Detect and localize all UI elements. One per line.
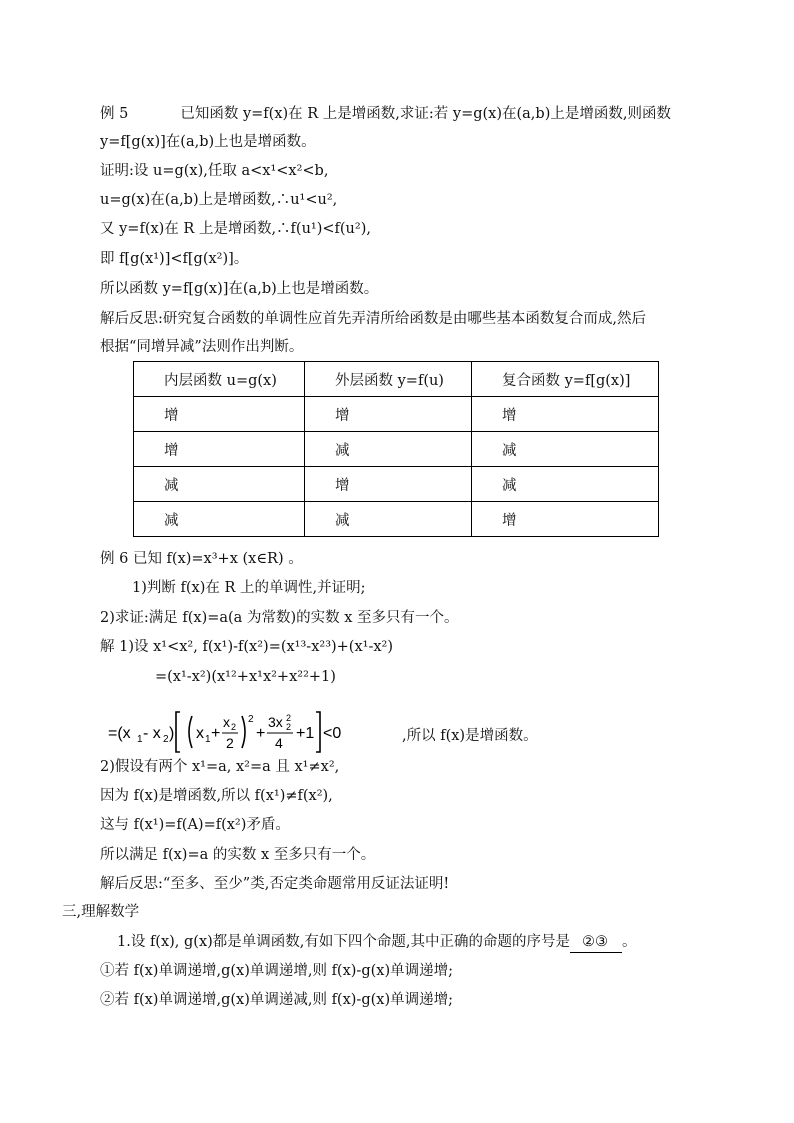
formula-svg — [108, 708, 342, 756]
table-row — [134, 502, 659, 537]
part2-line: 这与 f(x¹)=f(A)=f(x²)矛盾。 — [100, 817, 290, 833]
svg-text:=(x: =(x — [108, 725, 131, 742]
svg-text:x: x — [196, 725, 204, 742]
proof-line: 又 y=f(x)在 R 上是增函数,∴f(u¹)<f(u²), — [100, 221, 371, 237]
answer-blank: ②③ — [570, 932, 622, 953]
table-cell: 减 — [134, 502, 305, 537]
table-header: 复合函数 y=f[g(x)] — [472, 362, 659, 397]
proof-line: 即 f[g(x¹)]<f[g(x²)]。 — [100, 251, 249, 267]
svg-text:3x: 3x — [268, 714, 283, 730]
question1-end: 。 — [622, 934, 637, 950]
composition-table — [133, 361, 659, 537]
svg-text:2: 2 — [231, 722, 237, 732]
svg-text:+: + — [211, 725, 221, 742]
part2-line: 所以满足 f(x)=a 的实数 x 至多只有一个。 — [100, 847, 376, 863]
table-cell: 增 — [305, 467, 472, 502]
table-cell: 增 — [472, 502, 659, 537]
table-header: 外层函数 y=f(u) — [305, 362, 472, 397]
proof-line: 证明:设 u=g(x),任取 a<x¹<x²<b, — [100, 163, 329, 179]
svg-text:2: 2 — [286, 722, 292, 732]
table-cell: 减 — [472, 467, 659, 502]
svg-text:+1: +1 — [296, 725, 315, 742]
solution-conclusion: ,所以 f(x)是增函数。 — [402, 728, 538, 744]
svg-text:1: 1 — [137, 734, 143, 745]
section-heading: 三,理解数学 — [62, 904, 140, 920]
option-line: ①若 f(x)单调递增,g(x)单调递增,则 f(x)-g(x)单调递增; — [100, 963, 453, 979]
table-row — [134, 467, 659, 502]
option-line: ②若 f(x)单调递增,g(x)单调递减,则 f(x)-g(x)单调递增; — [100, 992, 453, 1008]
svg-text:2: 2 — [226, 735, 234, 751]
example6-question1: 1)判断 f(x)在 R 上的单调性,并证明; — [132, 580, 366, 596]
table-cell: 增 — [472, 397, 659, 432]
table-cell: 减 — [134, 467, 305, 502]
example6-question2: 2)求证:满足 f(x)=a(a 为常数)的实数 x 至多只有一个。 — [100, 610, 459, 626]
part2-line: 2)假设有两个 x¹=a, x²=a 且 x¹≠x², — [100, 759, 340, 775]
example5-label: 例 5 — [100, 106, 129, 122]
svg-text:2: 2 — [286, 713, 292, 723]
svg-text:- x: - x — [143, 725, 161, 742]
svg-text:4: 4 — [275, 735, 283, 751]
example5-line2: y=f[g(x)]在(a,b)上也是增函数。 — [100, 134, 316, 150]
table-cell: 增 — [305, 397, 472, 432]
question1-line — [117, 932, 637, 953]
svg-text:x: x — [223, 714, 230, 730]
reflection-line: 解后反思:研究复合函数的单调性应首先弄清所给函数是由哪些基本函数复合而成,然后 — [100, 311, 646, 327]
svg-text:+: + — [256, 725, 266, 742]
svg-text:): ) — [169, 725, 175, 742]
question1-text: 1.设 f(x), g(x)都是单调函数,有如下四个命题,其中正确的命题的序号是 — [117, 934, 571, 950]
part2-line: 因为 f(x)是增函数,所以 f(x¹)≠f(x²), — [100, 788, 333, 804]
table-cell: 减 — [305, 432, 472, 467]
proof-line: u=g(x)在(a,b)上是增函数,∴u¹<u², — [100, 192, 338, 208]
svg-text:<0: <0 — [323, 725, 342, 742]
svg-text:2: 2 — [248, 714, 254, 725]
table-row — [134, 432, 659, 467]
reflection-line: 解后反思:“至多、至少”类,否定类命题常用反证法证明! — [100, 876, 450, 892]
table-cell: 减 — [472, 432, 659, 467]
proof-line: 所以函数 y=f[g(x)]在(a,b)上也是增函数。 — [100, 281, 379, 297]
table-header: 内层函数 u=g(x) — [134, 362, 305, 397]
reflection-line: 根据“同增异减”法则作出判断。 — [100, 339, 304, 355]
table-cell: 减 — [305, 502, 472, 537]
table-row — [134, 397, 659, 432]
table-cell: 增 — [134, 397, 305, 432]
table-header-row — [134, 362, 659, 397]
svg-text:1: 1 — [205, 734, 211, 745]
example5-statement: 已知函数 y=f(x)在 R 上是增函数,求证:若 y=g(x)在(a,b)上是增函数,则函数 — [180, 106, 671, 122]
table-cell: 增 — [134, 432, 305, 467]
example5-line1 — [100, 104, 671, 124]
svg-text:2: 2 — [163, 734, 169, 745]
example6-title: 例 6 已知 f(x)=x³+x (x∈R) 。 — [100, 551, 303, 567]
formula-image — [108, 708, 342, 761]
solution-line1: 解 1)设 x¹<x², f(x¹)-f(x²)=(x¹³-x²³)+(x¹-x²) — [100, 639, 394, 655]
solution-line2: =(x¹-x²)(x¹²+x¹x²+x²²+1) — [155, 669, 336, 685]
